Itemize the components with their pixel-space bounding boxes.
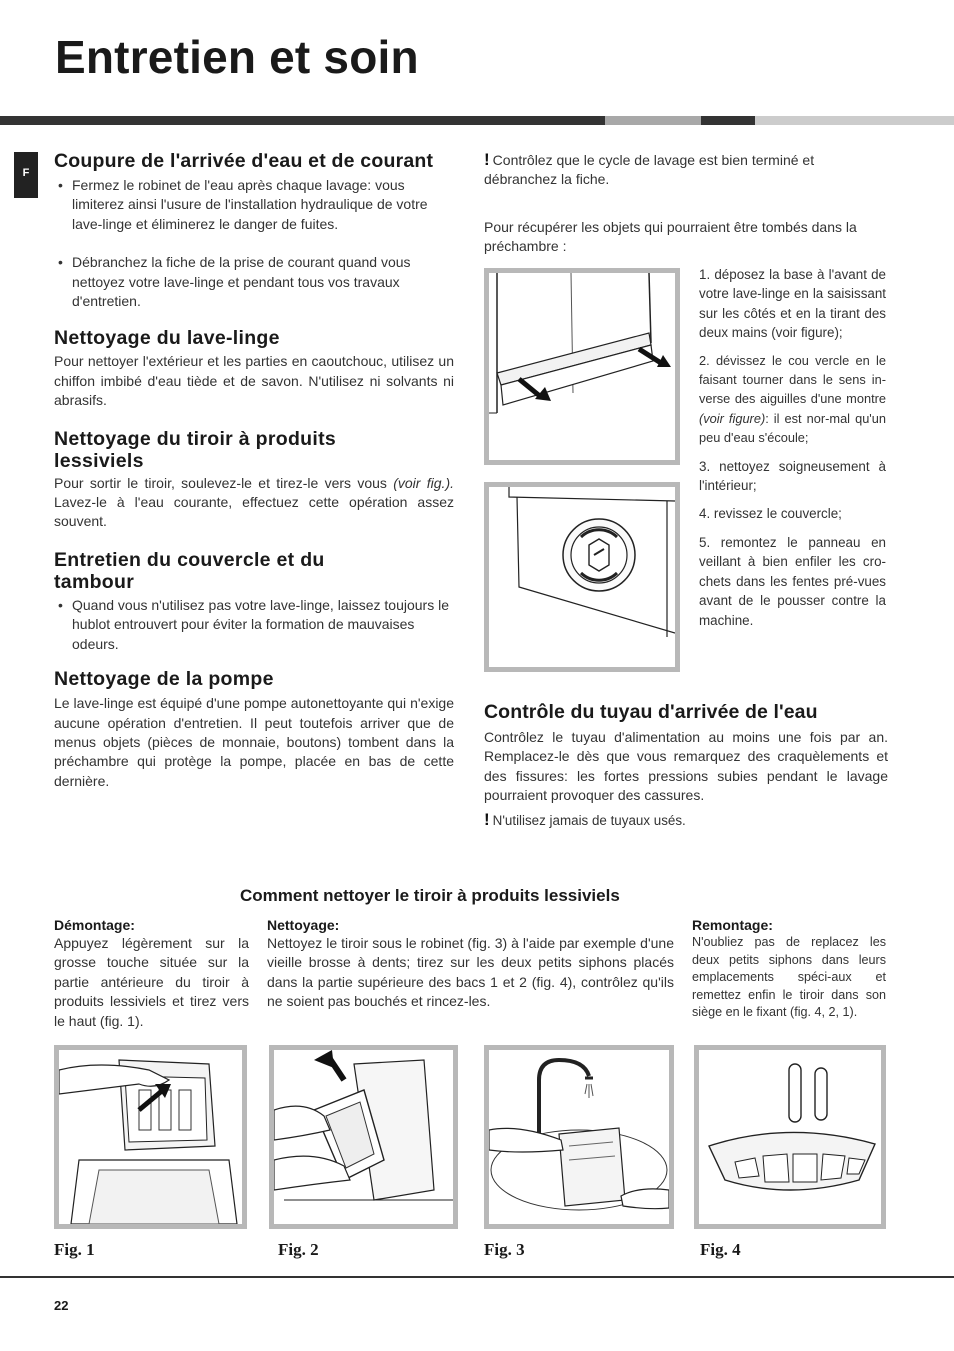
step-4: 4. revissez le couvercle; xyxy=(699,506,842,522)
pump-steps xyxy=(699,265,886,630)
pump-text: Le lave-linge est équipé d'une pompe autonettoyante qui n'exige aucune opération d'entretien. Il peut toutefois arriver que de menus objets (pièces de monnaie, boutons) tombent dans la préchambre qui protège la pompe, placée en bas de cette dernière. xyxy=(54,695,454,789)
warning-icon: ! xyxy=(484,809,490,829)
step-2-text-2: : il est nor-mal qu'un peu d'eau s'écoule; xyxy=(699,410,886,446)
removal-heading: Démontage: xyxy=(54,917,135,933)
removal-text: Appuyez légèrement sur la grosse touche située sur la partie antérieure du tiroir à produits lessiviels et tirez vers le haut (fig. 1). xyxy=(54,935,249,1029)
header-band-dark-2 xyxy=(701,116,755,125)
section-title-hose: Contrôle du tuyau d'arrivée de l'eau xyxy=(484,701,818,723)
right-column xyxy=(484,150,888,257)
header-band-dark xyxy=(0,116,605,125)
cleaning-heading: Nettoyage: xyxy=(267,917,340,933)
water-power-list xyxy=(54,176,454,311)
prechamber-intro: Pour récupérer les objets qui pourraient être tombés dans la préchambre : xyxy=(484,218,857,255)
drawer-text-ref: (voir fig.). xyxy=(393,474,454,491)
section-title-lid-drum: Entretien du couvercle et du tambour xyxy=(54,548,325,593)
step-3: 3. nettoyez soigneusement à l'intérieur; xyxy=(699,458,886,494)
warning-text: Contrôlez que le cycle de lavage est bien terminé et débranchez la fiche. xyxy=(484,152,815,188)
warning-icon: ! xyxy=(484,150,490,169)
page-title: Entretien et soin xyxy=(55,31,419,83)
lid-drum-list xyxy=(54,596,454,654)
reassembly-heading: Remontage: xyxy=(692,917,773,933)
header-band-light xyxy=(755,116,954,125)
step-2-ref: (voir figure) xyxy=(699,410,766,426)
siphons-illustration xyxy=(694,1045,886,1229)
drawer-text-part-2: Lavez-le à l'eau courante, effectuez cette opération assez souvent. xyxy=(54,494,454,530)
figure-label-2: Fig. 2 xyxy=(278,1240,319,1259)
reassembly-column xyxy=(692,916,886,1022)
section-title-washer-cleaning: Nettoyage du lave-linge xyxy=(54,327,280,350)
hose-section xyxy=(484,701,888,830)
language-tab: F xyxy=(14,152,38,198)
warning-hose xyxy=(484,810,888,830)
section-title-drawer-cleaning: Nettoyage du tiroir à produits lessiviels xyxy=(54,427,337,472)
warning-unplug xyxy=(484,150,888,190)
step-2-text: 2. dévissez le cou vercle en le faisant tourner dans le sens in-verse des aiguilles d'une montre xyxy=(699,352,886,407)
figure-label-1: Fig. 1 xyxy=(54,1240,95,1259)
faucet-rinse-illustration xyxy=(484,1045,674,1229)
list-item: • Quand vous n'utilisez pas votre lave-linge, laissez toujours le hublot entrouvert pour éviter la formation de mauvaises odeurs. xyxy=(54,596,454,654)
left-column xyxy=(54,150,454,791)
pump-cover-illustration xyxy=(484,482,680,672)
step-1: 1. déposez la base à l'avant de votre lave-linge en la saisissant sur les côtés et en la tirant des deux mains (voir figure); xyxy=(699,267,886,341)
section-title-pump: Nettoyage de la pompe xyxy=(54,668,274,691)
list-item: • Débranchez la fiche de la prise de courant quand vous nettoyez votre lave-linge et pendant tous vos travaux d'entretien. xyxy=(54,253,454,311)
washer-base-panel-illustration xyxy=(484,268,680,465)
drawer-removal-illustration xyxy=(54,1045,247,1229)
washer-cleaning-text: Pour nettoyer l'extérieur et les parties en caoutchouc, utilisez un chiffon imbibé d'eau tiède et de savon. N'utilisez ni solvants ni abrasifs. xyxy=(54,353,454,409)
cleaning-column xyxy=(267,916,674,1012)
page-number: 22 xyxy=(54,1298,69,1313)
figure-label-3: Fig. 3 xyxy=(484,1240,525,1259)
drawer-text-part: Pour sortir le tiroir, soulevez-le et tirez-le vers vous xyxy=(54,474,387,491)
footer-rule xyxy=(0,1276,954,1278)
warning-text: N'utilisez jamais de tuyaux usés. xyxy=(492,812,686,828)
step-5: 5. remontez le panneau en veillant à bien enfiler les cro-chets dans les fentes pré-vues avant de le pousser contre la machine. xyxy=(699,534,886,628)
reassembly-text: N'oubliez pas de replacez les deux petits siphons dans leurs emplacements spéci-aux et remettez enfin le tiroir dans son siège en le fixant (fig. 4, 2, 1). xyxy=(692,935,886,1020)
hose-text: Contrôlez le tuyau d'alimentation au moins une fois par an. Remplacez-le dès que vous remarquez des craquèlements et des fissures: les fortes pressions subies pendant le lavage pourraient provoquer des cassures. xyxy=(484,729,888,804)
drawer-cleaning-text xyxy=(54,474,454,532)
cleaning-text: Nettoyez le tiroir sous le robinet (fig. 3) à l'aide par exemple d'une vieille brosse à dents; tirez sur les deux petits siphons placés dans la partie supérieure des bacs 1 et 2 (fig. 4), contrôlez qu'ils ne soient pas bouchés et rincez-les. xyxy=(267,935,674,1010)
removal-column xyxy=(54,916,249,1031)
section-title-water-power: Coupure de l'arrivée d'eau et de courant xyxy=(54,150,434,172)
drawer-cleaning-heading: Comment nettoyer le tiroir à produits lessiviels xyxy=(240,886,620,905)
list-item: • Fermez le robinet de l'eau après chaque lavage: vous limiterez ainsi l'usure de l'installation hydraulique de votre lave-linge et éliminerez le danger de fuites. xyxy=(54,176,454,234)
header-band-mid xyxy=(605,116,701,125)
drawer-pull-illustration xyxy=(269,1045,458,1229)
figure-label-4: Fig. 4 xyxy=(700,1240,741,1259)
step-2 xyxy=(699,351,886,448)
